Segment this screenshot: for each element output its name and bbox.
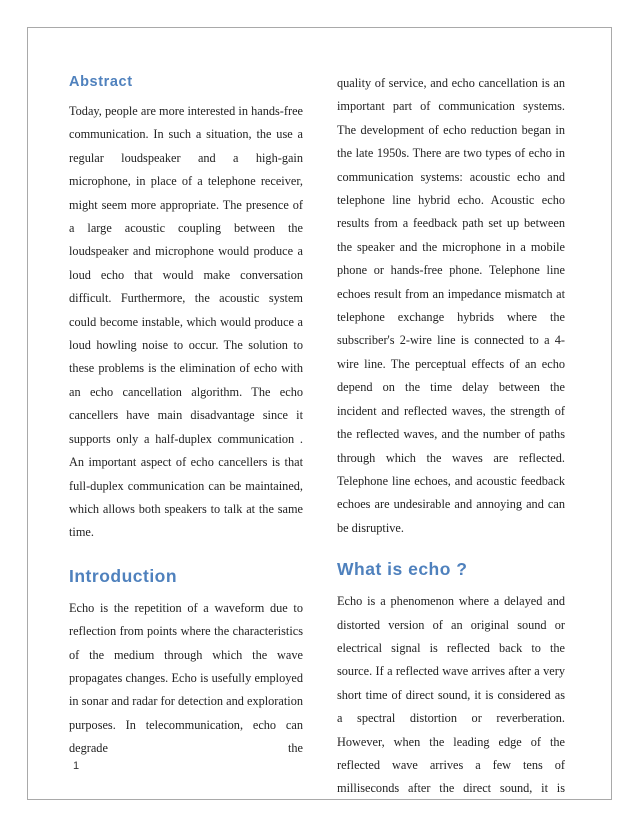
introduction-paragraph-start: Echo is the repetition of a waveform due to reflection from points where the characteristics of the medium through which the wave propagates changes. Echo is usefully employed in sonar and radar for detection and exploration purposes. In telecommunication, echo can degrade the xyxy=(69,600,303,756)
what-is-echo-heading: What is echo ? xyxy=(337,559,468,580)
left-column xyxy=(69,72,303,761)
what-is-echo-paragraph: Echo is a phenomenon where a delayed and distorted version of an original sound or electrical signal is reflected back to the source. If a reflected wave arrives after a very short time of direct sound, it is considered as a spectral distortion or reverberation. However, when the leading edge of the reflected wave arrives a few tens of milliseconds after the direct sound, it is xyxy=(337,594,565,796)
abstract-paragraph: Today, people are more interested in hands-free communication. In such a situation, the use a regular loudspeaker and a high-gain microphone, in place of a telephone receiver, might seem more appropriate. The presence of a large acoustic coupling between the loudspeaker and microphone would produce a loud echo that would make conversation difficult. Furthermore, the acoustic system could become instable, which would produce a loud howling noise to occur. The solution to these problems is the elimination of echo with an echo cancellation algorithm. The echo cancellers have main disadvantage since it supports only a half-duplex communication . An important aspect of echo cancellers is that full-duplex communication can be maintained, which allows both speakers to talk at the same time. xyxy=(69,104,303,540)
introduction-paragraph-continued: quality of service, and echo cancellation is an important part of communication systems. The development of echo reduction began in the late 1950s. There are two types of echo in communication systems: acoustic echo and telephone line hybrid echo. Acoustic echo results from a feedback path set up between the speaker and the microphone in a mobile phone or hands-free phone. Telephone line echoes result from an impedance mismatch at telephone exchange hybrids where the subscriber's 2-wire line is connected to a 4-wire line. The perceptual effects of an echo depend on the time delay between the incident and reflected waves, the strength of the reflected waves, and the number of paths through which the waves are reflected. Telephone line echoes, and acoustic feedback echoes are undesirable and annoying and can be disruptive. xyxy=(337,76,565,535)
right-column xyxy=(337,72,565,801)
abstract-heading: Abstract xyxy=(69,74,133,90)
introduction-heading: Introduction xyxy=(69,565,178,586)
page-number: 1 xyxy=(73,760,80,772)
